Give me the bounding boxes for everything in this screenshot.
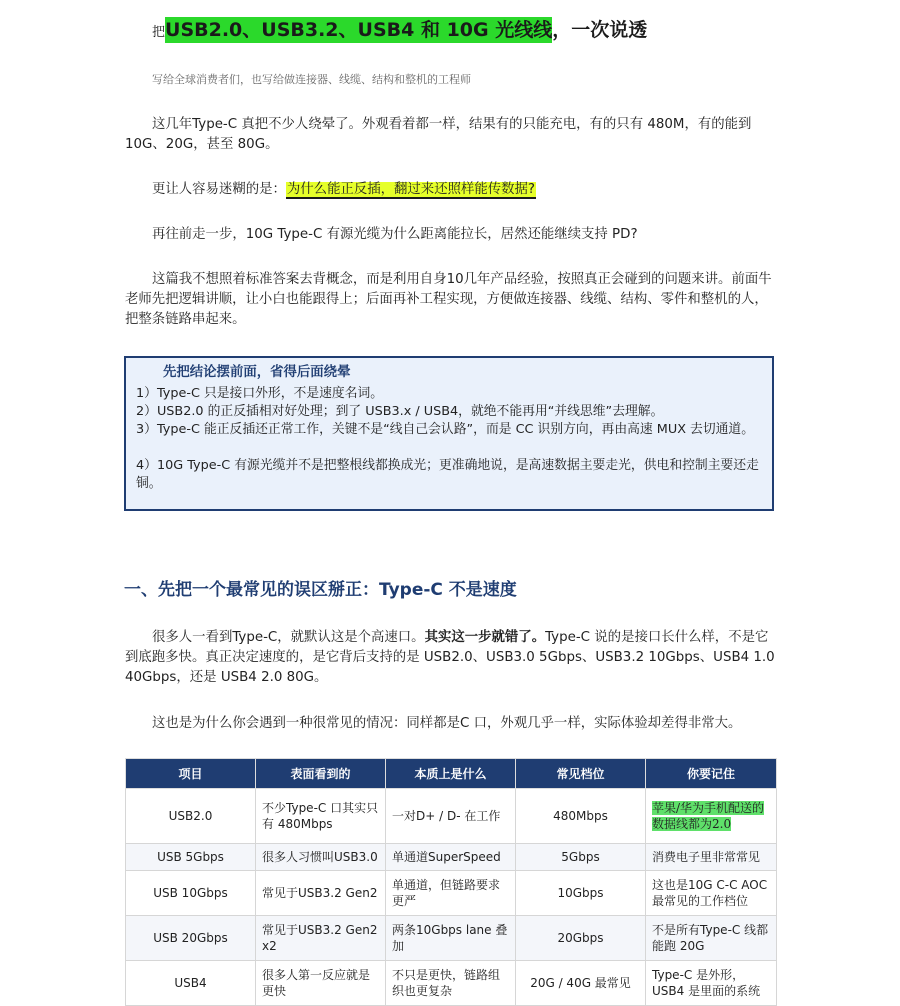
table-cell: 很多人习惯叫USB3.0 bbox=[256, 844, 386, 871]
table-cell: 常见于USB3.2 Gen2 bbox=[256, 871, 386, 916]
table-header-cell: 表面看到的 bbox=[256, 759, 386, 789]
intro-paragraph-2-lead: 更让人容易迷糊的是： bbox=[152, 182, 286, 197]
table-row bbox=[126, 844, 777, 871]
table-cell bbox=[646, 789, 777, 844]
table-header-cell: 你要记住 bbox=[646, 759, 777, 789]
section-paragraph-1-rest: Type-C 说的是接口长什么样，不是它到底跑多快。真正决定速度的，是它背后支持的是 USB2.0、USB3.0 5Gbps、USB3.2 10Gbps、USB4 1.0 40Gbps，还是 USB4 2.0 80G。 bbox=[125, 630, 775, 685]
table-cell: Type-C 是外形，USB4 是里面的系统 bbox=[646, 961, 777, 1006]
title-highlight: USB2.0、USB3.2、USB4 和 10G 光线线 bbox=[165, 19, 553, 41]
section-paragraph-1 bbox=[125, 628, 777, 688]
summary-box bbox=[124, 356, 774, 511]
table-cell: 480Mbps bbox=[516, 789, 646, 844]
intro-paragraph-4: 这篇我不想照着标准答案去背概念，而是利用自身10几年产品经验，按照真正会碰到的问题来讲。前面牛老师先把逻辑讲顺，让小白也能跟得上；后面再补工程实现，方便做连接器、线缆、结构、零件和整机的人，把整条链路串起来。 bbox=[125, 272, 772, 327]
table-cell: 不只是更快，链路组织也更复杂 bbox=[386, 961, 516, 1006]
table-cell: USB 20Gbps bbox=[126, 916, 256, 961]
summary-item-4: 4）10G Type-C 有源光缆并不是把整根线都换成光；更准确地说，是高速数据主要走光，供电和控制主要还走铜。 bbox=[136, 458, 759, 491]
table-header-cell: 常见档位 bbox=[516, 759, 646, 789]
section-heading: 一、先把一个最常见的误区掰正：Type-C 不是速度 bbox=[124, 580, 517, 600]
summary-item-2: 2）USB2.0 的正反插相对好处理；到了 USB3.x / USB4，就绝不能再用“并线思维”去理解。 bbox=[136, 404, 664, 419]
section-paragraph-1-bold: 其实这一步就错了。 bbox=[424, 630, 546, 645]
table-cell: 20Gbps bbox=[516, 916, 646, 961]
table-cell: 不是所有Type-C 线都能跑 20G bbox=[646, 916, 777, 961]
table-cell: 一对D+ / D- 在工作 bbox=[386, 789, 516, 844]
intro-paragraph-3: 再往前走一步，10G Type-C 有源光缆为什么距离能拉长，居然还能继续支持 PD? bbox=[152, 227, 638, 242]
intro-question-highlight: 为什么能正反插，翻过来还照样能传数据? bbox=[286, 182, 536, 197]
table-header-cell: 项目 bbox=[126, 759, 256, 789]
table-row bbox=[126, 916, 777, 961]
table-cell: 单通道，但链路要求更严 bbox=[386, 871, 516, 916]
comparison-table bbox=[125, 758, 777, 1006]
table-cell: 这也是10G C-C AOC 最常见的工作档位 bbox=[646, 871, 777, 916]
intro-paragraph-1: 这几年Type-C 真把不少人绕晕了。外观看着都一样，结果有的只能充电，有的只有 480M，有的能到 10G、20G，甚至 80G。 bbox=[125, 117, 752, 152]
table-row bbox=[126, 871, 777, 916]
table-cell: USB 5Gbps bbox=[126, 844, 256, 871]
intro-paragraph-2 bbox=[125, 180, 777, 200]
title-prefix: 把 bbox=[152, 25, 166, 40]
table-cell: USB4 bbox=[126, 961, 256, 1006]
table-cell: USB 10Gbps bbox=[126, 871, 256, 916]
table-cell: 很多人第一反应就是更快 bbox=[256, 961, 386, 1006]
table-cell: 单通道SuperSpeed bbox=[386, 844, 516, 871]
summary-item-3: 3）Type-C 能正反插还正常工作，关键不是“线自己会认路”，而是 CC 识别方向，再由高速 MUX 去切通道。 bbox=[136, 422, 755, 437]
title-suffix: ，一次说透 bbox=[552, 19, 648, 41]
table-row bbox=[126, 961, 777, 1006]
summary-item-1: 1）Type-C 只是接口外形，不是速度名词。 bbox=[136, 386, 384, 401]
table-header-cell: 本质上是什么 bbox=[386, 759, 516, 789]
table-cell: 不少Type-C 口其实只有 480Mbps bbox=[256, 789, 386, 844]
table-header-row bbox=[126, 759, 777, 789]
table-cell: 20G / 40G 最常见 bbox=[516, 961, 646, 1006]
table-cell: 消费电子里非常常见 bbox=[646, 844, 777, 871]
table-cell: 5Gbps bbox=[516, 844, 646, 871]
table-cell: 常见于USB3.2 Gen2 x2 bbox=[256, 916, 386, 961]
table-cell: 10Gbps bbox=[516, 871, 646, 916]
table-cell: USB2.0 bbox=[126, 789, 256, 844]
section-paragraph-2: 这也是为什么你会遇到一种很常见的情况：同样都是C 口，外观几乎一样，实际体验却差得非常大。 bbox=[152, 716, 742, 731]
highlighted-note: 苹果/华为手机配送的数据线都为2.0 bbox=[652, 801, 765, 831]
section-paragraph-1-lead: 很多人一看到Type-C，就默认这是个高速口。 bbox=[152, 630, 425, 645]
subtitle: 写给全球消费者们，也写给做连接器、线缆、结构和整机的工程师 bbox=[152, 73, 471, 86]
table-cell: 两条10Gbps lane 叠加 bbox=[386, 916, 516, 961]
summary-box-title: 先把结论摆前面，省得后面绕晕 bbox=[163, 365, 351, 380]
page-title bbox=[152, 16, 852, 47]
table-row bbox=[126, 789, 777, 844]
